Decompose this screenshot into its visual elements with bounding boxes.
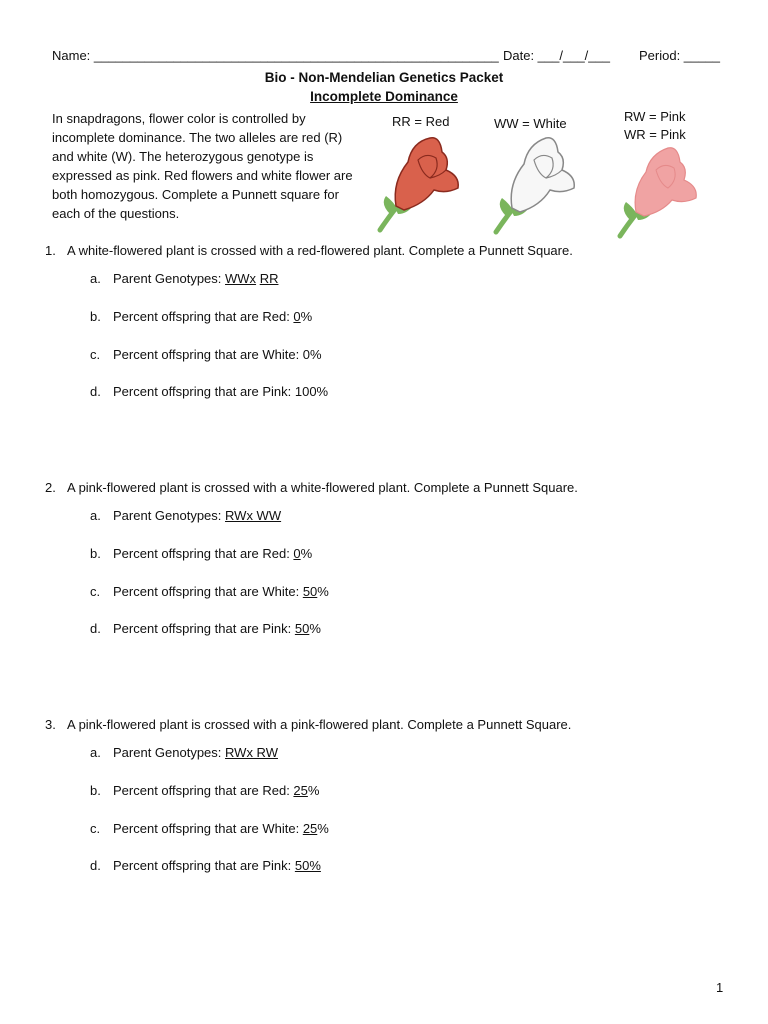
white-snapdragon-icon bbox=[488, 130, 578, 236]
answer-value: 0 bbox=[293, 309, 301, 324]
answer-value: 0 bbox=[293, 546, 301, 561]
part-letter: b. bbox=[90, 546, 101, 561]
part-text: Percent offspring that are White: bbox=[113, 584, 303, 599]
page-title: Bio - Non-Mendelian Genetics Packet bbox=[264, 70, 504, 85]
part-text: % bbox=[300, 546, 313, 561]
question-2-part-4 bbox=[90, 621, 321, 636]
part-text: Percent offspring that are White: bbox=[113, 821, 303, 836]
question-1-part-1 bbox=[90, 271, 278, 286]
name-field-label: Name: ________________________________________________________ bbox=[52, 48, 499, 63]
part-letter: d. bbox=[90, 858, 101, 873]
part-text: Percent offspring that are Pink: 100% bbox=[113, 384, 329, 399]
question-1-part-2 bbox=[90, 309, 312, 324]
pink-snapdragon-icon bbox=[614, 142, 700, 240]
question-1-part-4 bbox=[90, 384, 328, 399]
part-text: Percent offspring that are Red: bbox=[113, 783, 294, 798]
answer-value: RWx RW bbox=[225, 745, 278, 760]
question-3-part-1 bbox=[90, 745, 278, 760]
question-2-part-1 bbox=[90, 508, 281, 523]
part-letter: c. bbox=[90, 347, 101, 362]
question-2-part-3 bbox=[90, 584, 329, 599]
part-text: Parent Genotypes: bbox=[113, 745, 226, 760]
question-3-part-3 bbox=[90, 821, 329, 836]
part-text: % bbox=[300, 309, 313, 324]
part-letter: d. bbox=[90, 384, 101, 399]
part-letter: c. bbox=[90, 821, 101, 836]
answer-value: 25 bbox=[293, 783, 308, 798]
part-text: Percent offspring that are Red: bbox=[113, 546, 294, 561]
question-number: 2. bbox=[45, 480, 56, 495]
part-letter: a. bbox=[90, 508, 101, 523]
period-field-label: Period: _____ bbox=[639, 48, 720, 63]
answer-value: RWx WW bbox=[225, 508, 282, 523]
part-text: Percent offspring that are White: 0% bbox=[113, 347, 322, 362]
answer-value: WWx bbox=[225, 271, 257, 286]
question-2 bbox=[45, 480, 578, 495]
page-number: 1 bbox=[716, 980, 724, 995]
page-subtitle: Incomplete Dominance bbox=[310, 89, 458, 104]
question-text: A pink-flowered plant is crossed with a pink-flowered plant. Complete a Punnett Square. bbox=[67, 717, 572, 732]
part-letter: d. bbox=[90, 621, 101, 636]
answer-value: 50% bbox=[294, 858, 321, 873]
question-1-part-3 bbox=[90, 347, 322, 362]
legend-pink-wr: WR = Pink bbox=[624, 127, 686, 142]
part-letter: c. bbox=[90, 584, 101, 599]
part-text: % bbox=[307, 783, 320, 798]
question-3-part-2 bbox=[90, 783, 319, 798]
question-text: A white-flowered plant is crossed with a red-flowered plant. Complete a Punnett Square. bbox=[67, 243, 573, 258]
legend-white: WW = White bbox=[494, 116, 567, 131]
date-field-label: Date: ___/___/___ bbox=[503, 48, 610, 63]
part-letter: a. bbox=[90, 271, 101, 286]
question-3 bbox=[45, 717, 571, 732]
part-letter: b. bbox=[90, 309, 101, 324]
question-3-part-4 bbox=[90, 858, 321, 873]
part-letter: b. bbox=[90, 783, 101, 798]
part-letter: a. bbox=[90, 745, 101, 760]
intro-paragraph: In snapdragons, flower color is controlled by incomplete dominance. The two alleles are red (R) and white (W). The heterozygous genotype is expressed as pink. Red flowers and white flower are both homozygous. Complete a Punnett square for each of the questions. bbox=[52, 111, 353, 221]
answer-value: RR bbox=[259, 271, 279, 286]
part-text: Percent offspring that are Pink: bbox=[113, 621, 295, 636]
question-number: 1. bbox=[45, 243, 56, 258]
answer-value: 50 bbox=[302, 584, 318, 599]
legend-red: RR = Red bbox=[392, 114, 450, 129]
red-snapdragon-icon bbox=[374, 130, 464, 234]
question-text: A pink-flowered plant is crossed with a white-flowered plant. Complete a Punnett Square. bbox=[67, 480, 578, 495]
part-text: % bbox=[317, 821, 329, 836]
legend-pink-rw: RW = Pink bbox=[624, 109, 686, 124]
part-text: Parent Genotypes: bbox=[113, 508, 226, 523]
part-text: Parent Genotypes: bbox=[113, 271, 226, 286]
part-text: Percent offspring that are Pink: bbox=[113, 858, 295, 873]
question-1 bbox=[45, 243, 573, 258]
header-row bbox=[52, 48, 720, 66]
part-text: Percent offspring that are Red: bbox=[113, 309, 294, 324]
question-number: 3. bbox=[45, 717, 56, 732]
answer-value: 50 bbox=[294, 621, 310, 636]
answer-value: 25 bbox=[302, 821, 318, 836]
part-text: % bbox=[309, 621, 321, 636]
question-2-part-2 bbox=[90, 546, 312, 561]
part-text: % bbox=[317, 584, 329, 599]
